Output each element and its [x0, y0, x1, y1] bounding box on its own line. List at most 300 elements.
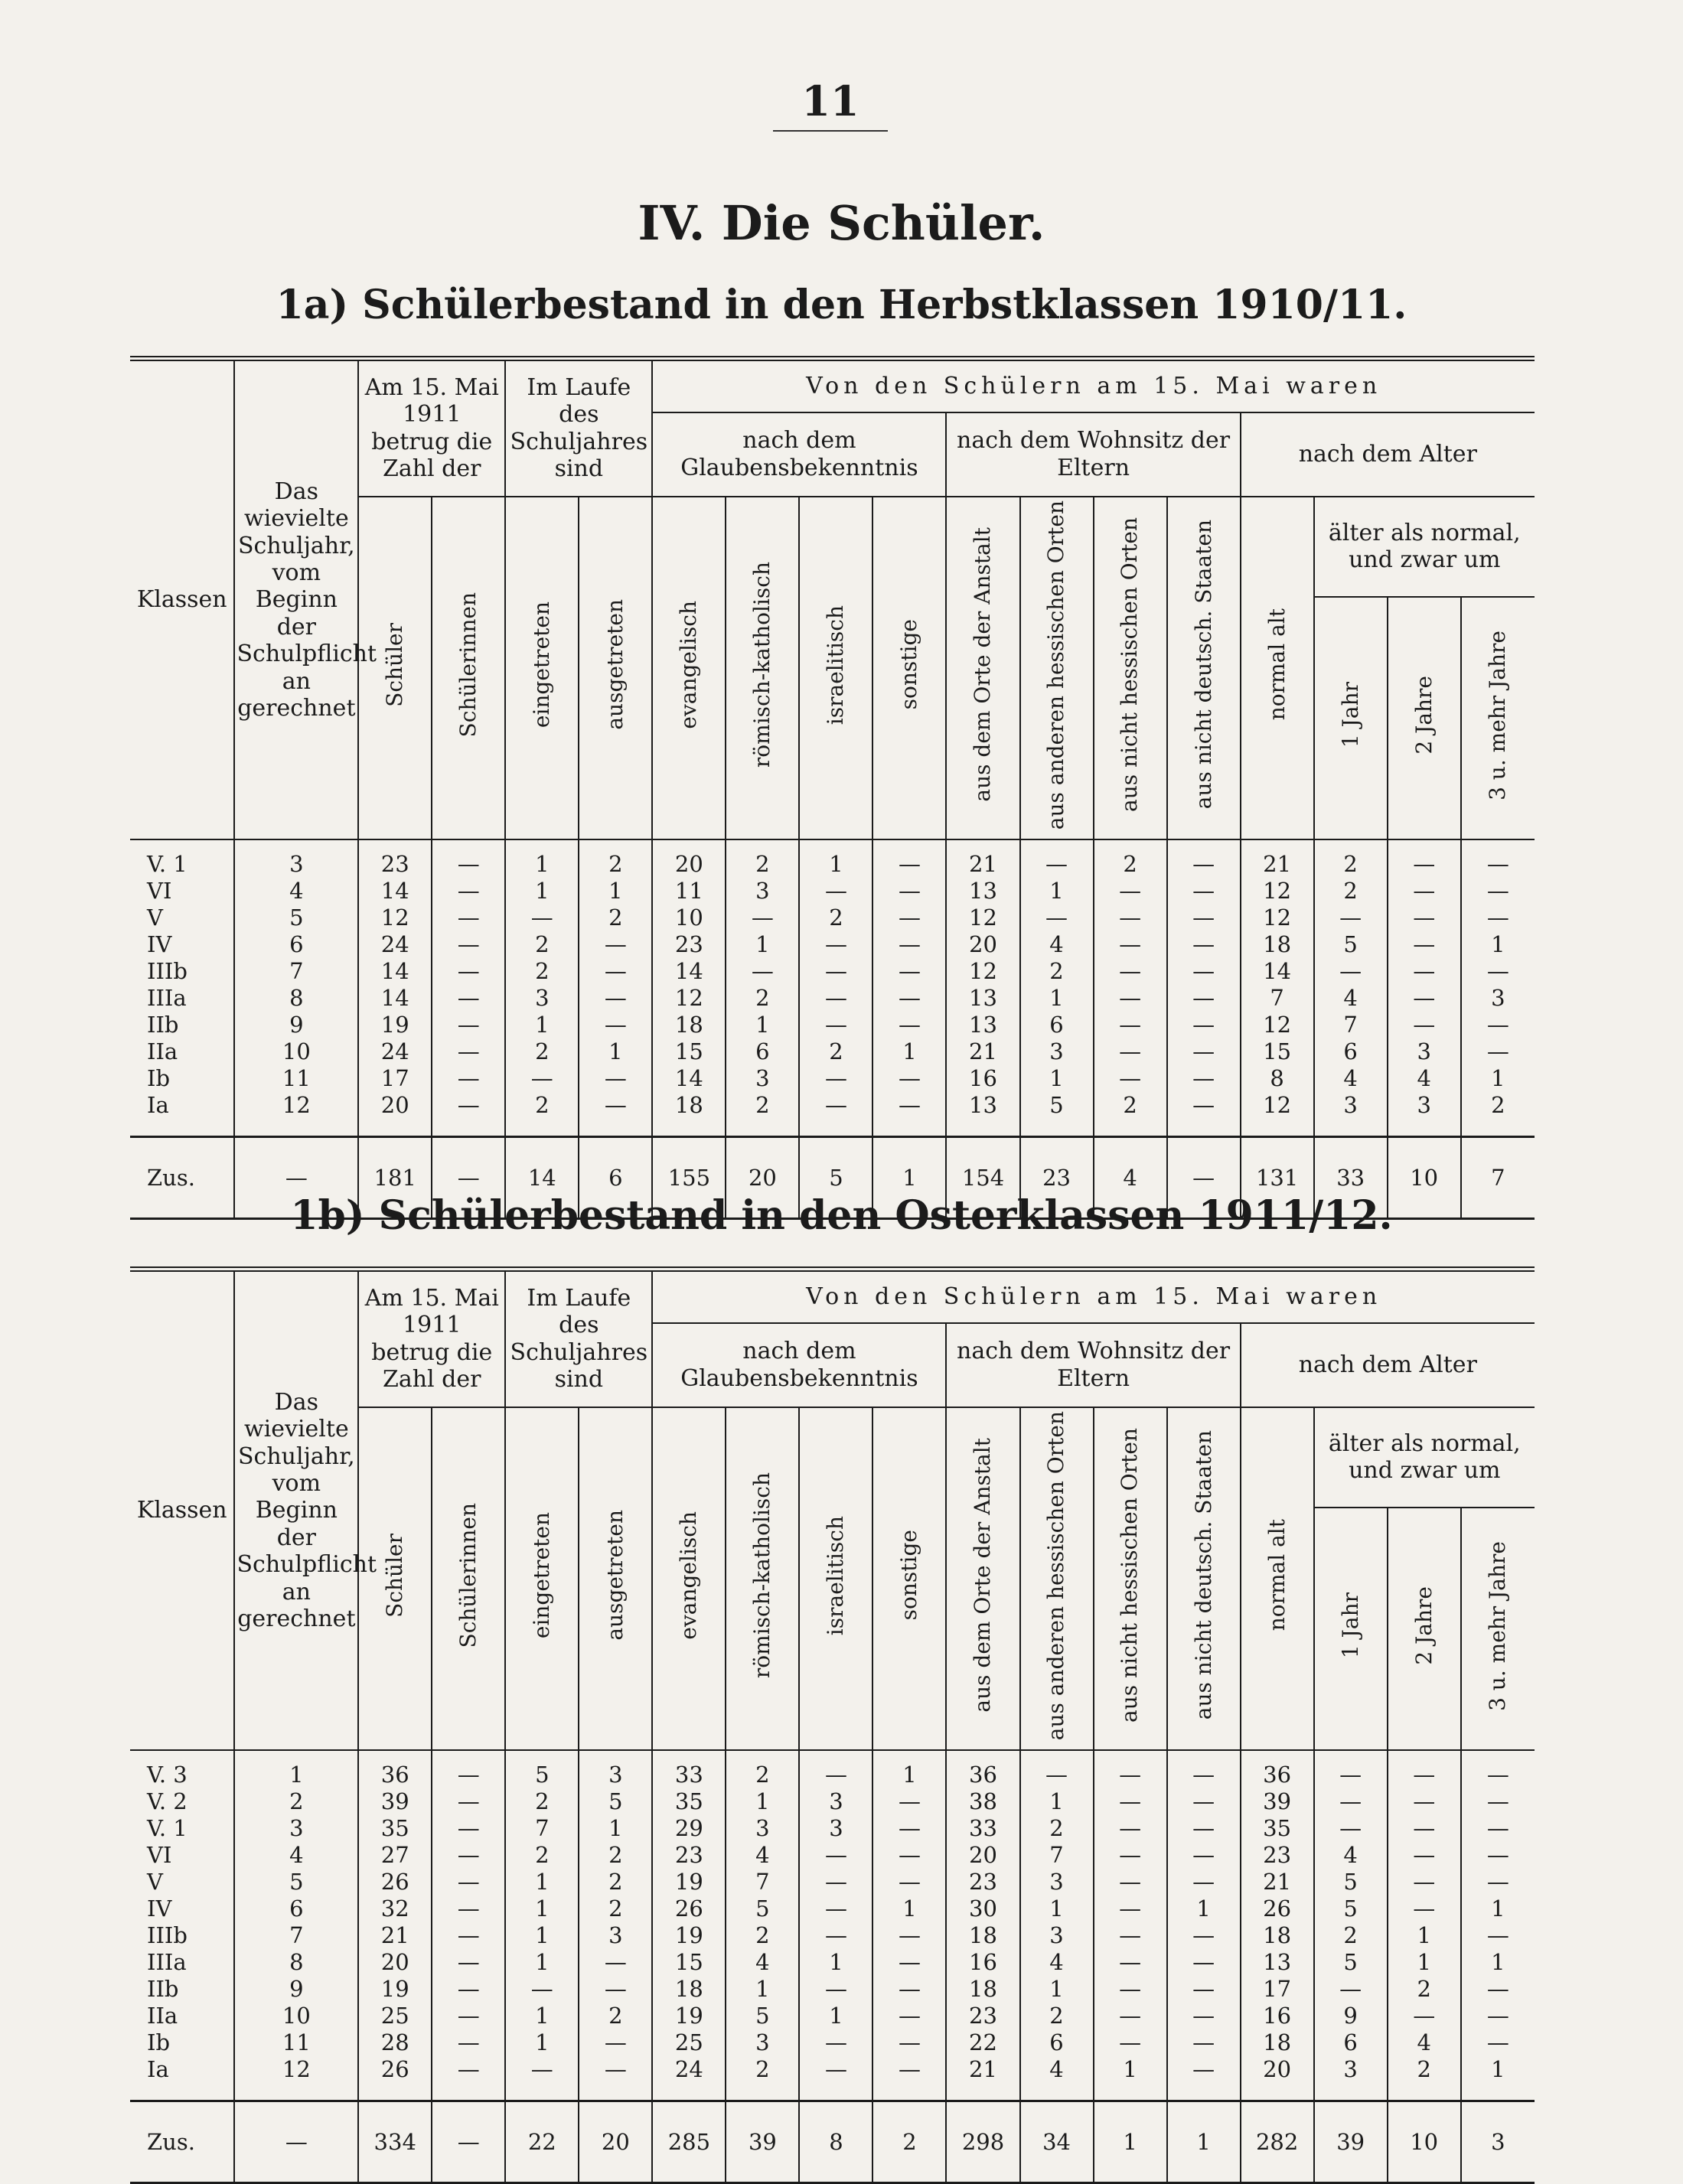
table-cell: 2 — [505, 1092, 579, 1137]
table-cell: 13 — [946, 878, 1019, 905]
table-cell: 1 — [1020, 1896, 1094, 1922]
table-cell: 1 — [1461, 931, 1535, 958]
header-wohnsitz: nach dem Wohnsitz der Eltern — [946, 1323, 1240, 1407]
table-cell: 7 — [726, 1869, 799, 1896]
table-cell: 3 — [1020, 1869, 1094, 1896]
table-cell: 11 — [234, 1065, 358, 1092]
table-cell: 35 — [358, 1815, 432, 1842]
table-cell: 35 — [1241, 1815, 1314, 1842]
sum-cell: 5 — [799, 1137, 872, 1219]
table-cell: 2 — [505, 1788, 579, 1815]
table-cell: — — [1167, 1976, 1241, 2003]
table-cell: — — [872, 1842, 946, 1869]
header-nicht-deutsch: aus nicht deutsch. Staaten — [1190, 520, 1216, 810]
table-cell: 33 — [652, 1750, 726, 1788]
table-cell: 3 — [1020, 1922, 1094, 1949]
table-cell: — — [1314, 905, 1388, 931]
class-label: V — [147, 1869, 163, 1896]
class-label: IIb — [147, 1012, 179, 1038]
table-cell: — — [579, 1949, 652, 1976]
table-cell: — — [1020, 905, 1094, 931]
table-cell: — — [1094, 878, 1167, 905]
table-cell: — — [872, 878, 946, 905]
table-cell: 7 — [234, 1922, 358, 1949]
table-cell: 1 — [1020, 1065, 1094, 1092]
table-cell: — — [1388, 931, 1461, 958]
header-sonstige: sonstige — [896, 1530, 922, 1621]
table-cell: — — [1461, 1976, 1535, 2003]
table-cell: 29 — [652, 1815, 726, 1842]
table-cell: — — [799, 2029, 872, 2056]
table-cell: — — [1461, 1869, 1535, 1896]
table-cell: — — [579, 958, 652, 985]
table-row — [130, 931, 1535, 958]
table-cell: — — [1461, 1815, 1535, 1842]
table-cell: — — [799, 1869, 872, 1896]
table-cell: — — [1461, 839, 1535, 878]
table-cell: 7 — [505, 1815, 579, 1842]
sum-cell: 34 — [1020, 2101, 1094, 2183]
table-row — [130, 1065, 1535, 1092]
table-cell: 1 — [505, 1869, 579, 1896]
table-cell: 25 — [358, 2003, 432, 2029]
table-cell: 35 — [652, 1788, 726, 1815]
table-cell: 12 — [946, 905, 1019, 931]
table-cell: — — [1094, 905, 1167, 931]
table-cell: — — [432, 1815, 505, 1842]
table-cell: — — [1167, 1092, 1241, 1137]
table-cell: 27 — [358, 1842, 432, 1869]
table-cell: — — [432, 2003, 505, 2029]
class-label: IIIa — [147, 1949, 187, 1976]
table-cell: — — [432, 1038, 505, 1065]
table-cell: — — [1461, 1788, 1535, 1815]
table-cell: 10 — [652, 905, 726, 931]
table-cell: 26 — [1241, 1896, 1314, 1922]
table-cell: 3 — [1388, 1038, 1461, 1065]
table-cell: — — [872, 1815, 946, 1842]
table-cell: 18 — [652, 1092, 726, 1137]
sum-label: Zus. — [130, 1137, 234, 1219]
sum-cell: — — [432, 1137, 505, 1219]
table-cell: 12 — [358, 905, 432, 931]
table-cell: 14 — [358, 958, 432, 985]
table-cell: — — [872, 985, 946, 1012]
table-cell: — — [1461, 1750, 1535, 1788]
sum-cell: 2 — [872, 2101, 946, 2183]
table-cell: 21 — [358, 1922, 432, 1949]
header-am-15-mai: Am 15. Mai 1911 betrug die Zahl der — [358, 359, 505, 497]
table-cell: 2 — [1314, 878, 1388, 905]
table-cell: 32 — [358, 1896, 432, 1922]
table-cell: 18 — [946, 1976, 1019, 2003]
header-andere-orte: aus anderen hessischen Orten — [1043, 500, 1069, 830]
table-cell: 15 — [1241, 1038, 1314, 1065]
table-cell: 16 — [946, 1949, 1019, 1976]
table-cell: 2 — [726, 1092, 799, 1137]
table-cell: — — [432, 839, 505, 878]
page-number: 11 — [773, 77, 888, 132]
table-cell: — — [872, 1949, 946, 1976]
table-cell: 10 — [234, 1038, 358, 1065]
header-normal-alt: normal alt — [1264, 1519, 1290, 1631]
table-cell: 2 — [234, 1788, 358, 1815]
table-cell: 5 — [1314, 931, 1388, 958]
table-cell: — — [432, 2056, 505, 2101]
table-cell: 5 — [726, 2003, 799, 2029]
table-cell: 18 — [652, 1012, 726, 1038]
table-cell: 1 — [1094, 2056, 1167, 2101]
table-cell: — — [1094, 1842, 1167, 1869]
table-cell: — — [799, 1976, 872, 2003]
table-cell: 2 — [726, 1750, 799, 1788]
table-cell: — — [1388, 1750, 1461, 1788]
table-cell: — — [799, 1012, 872, 1038]
table-cell: — — [1167, 2003, 1241, 2029]
table-cell: 3 — [799, 1788, 872, 1815]
table-cell: 3 — [234, 839, 358, 878]
sum-label: Zus. — [130, 2101, 234, 2183]
table-cell: — — [1094, 1750, 1167, 1788]
table-cell: — — [1094, 1815, 1167, 1842]
table-row — [130, 905, 1535, 931]
table-cell: — — [1167, 905, 1241, 931]
header-evangelisch: evangelisch — [676, 600, 702, 729]
sum-cell: — — [432, 2101, 505, 2183]
table-cell: — — [1094, 2003, 1167, 2029]
table-cell: — — [432, 1976, 505, 2003]
table-cell: — — [872, 2003, 946, 2029]
table-cell: 1 — [1461, 1065, 1535, 1092]
table-cell: — — [1314, 1750, 1388, 1788]
sum-cell: — — [234, 2101, 358, 2183]
table-cell: — — [872, 2029, 946, 2056]
table-row — [130, 2029, 1535, 2056]
table-cell: 17 — [358, 1065, 432, 1092]
table-cell: — — [1167, 1788, 1241, 1815]
table-cell: 3 — [505, 985, 579, 1012]
table-cell: 2 — [1388, 1976, 1461, 2003]
table-cell: — — [1167, 1750, 1241, 1788]
table-cell: — — [505, 1976, 579, 2003]
table-cell: 14 — [652, 1065, 726, 1092]
table-cell: 14 — [358, 878, 432, 905]
table-cell: 3 — [799, 1815, 872, 1842]
table-cell: 36 — [358, 1750, 432, 1788]
table-cell: — — [1388, 985, 1461, 1012]
table-cell: — — [1094, 958, 1167, 985]
table-cell: 21 — [946, 839, 1019, 878]
table-cell: 3 — [1314, 2056, 1388, 2101]
table-cell: 3 — [726, 1065, 799, 1092]
table-cell: — — [1167, 1922, 1241, 1949]
table-cell: — — [1094, 1788, 1167, 1815]
table-cell: — — [799, 1922, 872, 1949]
table-cell: 1 — [726, 1976, 799, 2003]
class-label: IIIb — [147, 958, 188, 985]
header-normal-alt: normal alt — [1264, 608, 1290, 721]
header-ausgetreten: ausgetreten — [602, 599, 628, 730]
table-cell: 3 — [579, 1750, 652, 1788]
table-cell: 2 — [1461, 1092, 1535, 1137]
class-label: IV — [147, 931, 172, 958]
table-cell: — — [1461, 2029, 1535, 2056]
table-cell: — — [1314, 1815, 1388, 1842]
table-cell: 1 — [1020, 1976, 1094, 2003]
table-row — [130, 958, 1535, 985]
table-cell: 20 — [1241, 2056, 1314, 2101]
table-cell: 20 — [946, 1842, 1019, 1869]
table-cell: 23 — [358, 839, 432, 878]
table-cell: — — [1461, 1038, 1535, 1065]
table-cell: 1 — [1167, 1896, 1241, 1922]
table-cell: — — [1461, 2003, 1535, 2029]
header-schuelerinnen: Schülerinnen — [455, 1502, 481, 1648]
sum-cell: 20 — [579, 2101, 652, 2183]
table-cell: 14 — [358, 985, 432, 1012]
class-label: V. 1 — [147, 851, 188, 878]
sum-cell: 7 — [1461, 1137, 1535, 1219]
table-cell: 18 — [1241, 1922, 1314, 1949]
header-ort-anstalt: aus dem Orte der Anstalt — [970, 1438, 996, 1713]
table-cell: 1 — [1461, 1949, 1535, 1976]
table-cell: 2 — [799, 905, 872, 931]
table-cell: — — [432, 2029, 505, 2056]
table-cell: 21 — [946, 1038, 1019, 1065]
table-cell: 15 — [652, 1038, 726, 1065]
header-israelitisch: israelitisch — [823, 1515, 849, 1635]
table-cell: — — [1094, 1869, 1167, 1896]
table-cell: — — [1094, 985, 1167, 1012]
table-cell: — — [799, 1092, 872, 1137]
table-cell: 22 — [946, 2029, 1019, 2056]
table-cell: 12 — [1241, 905, 1314, 931]
table-cell: 26 — [358, 1869, 432, 1896]
table-cell: — — [872, 958, 946, 985]
table-cell: 11 — [234, 2029, 358, 2056]
table-cell: — — [579, 1012, 652, 1038]
table-cell: 11 — [652, 878, 726, 905]
table-cell: — — [1167, 958, 1241, 985]
table-cell: 14 — [1241, 958, 1314, 985]
table-cell: 6 — [1314, 2029, 1388, 2056]
table-cell: — — [1388, 1896, 1461, 1922]
table-cell: — — [432, 1788, 505, 1815]
sum-cell: 1 — [1094, 2101, 1167, 2183]
header-schuljahr: Das wievielte Schuljahr, vom Beginn der Schulpflicht an gerechnet — [234, 1270, 358, 1751]
class-label: Ib — [147, 1065, 171, 1092]
table-cell: 3 — [1461, 985, 1535, 1012]
table-cell: 12 — [1241, 878, 1314, 905]
sum-cell: 155 — [652, 1137, 726, 1219]
table-cell: — — [1388, 878, 1461, 905]
table-cell: — — [1094, 1896, 1167, 1922]
table-cell: 13 — [946, 1092, 1019, 1137]
table-cell: 6 — [234, 931, 358, 958]
table-cell: 4 — [726, 1842, 799, 1869]
table-cell: — — [1167, 2056, 1241, 2101]
table-cell: — — [1167, 1065, 1241, 1092]
table-cell: — — [872, 1012, 946, 1038]
table-cell: 2 — [505, 958, 579, 985]
table-cell: 30 — [946, 1896, 1019, 1922]
table-cell: 5 — [1020, 1092, 1094, 1137]
table-cell: — — [1167, 1869, 1241, 1896]
header-glaube: nach dem Glaubensbekenntnis — [652, 412, 946, 497]
sum-cell: 334 — [358, 2101, 432, 2183]
table-cell: 1 — [579, 1815, 652, 1842]
table-cell: 4 — [1314, 985, 1388, 1012]
table-cell: 12 — [946, 958, 1019, 985]
table-cell: 1 — [799, 1949, 872, 1976]
table-row — [130, 1869, 1535, 1896]
table-cell: — — [432, 1012, 505, 1038]
header-3-jahre: 3 u. mehr Jahre — [1485, 1540, 1511, 1711]
table-cell: 2 — [505, 1038, 579, 1065]
table-cell: 24 — [358, 1038, 432, 1065]
header-ausgetreten: ausgetreten — [602, 1510, 628, 1641]
sum-cell: 131 — [1241, 1137, 1314, 1219]
table-cell: 17 — [1241, 1976, 1314, 2003]
table-cell: — — [432, 958, 505, 985]
table-cell: — — [872, 1869, 946, 1896]
table-cell: 5 — [234, 905, 358, 931]
table-cell: 1 — [505, 1922, 579, 1949]
table-cell: — — [1167, 1842, 1241, 1869]
table-cell: — — [1461, 878, 1535, 905]
table-cell: — — [799, 1842, 872, 1869]
table-cell: — — [579, 1976, 652, 2003]
header-von-den-schuelern: Von den Schülern am 15. Mai waren — [652, 1270, 1535, 1323]
table-cell: 14 — [652, 958, 726, 985]
sum-cell: 282 — [1241, 2101, 1314, 2183]
table-cell: 2 — [1314, 839, 1388, 878]
table-cell: 2 — [726, 985, 799, 1012]
sum-cell: 14 — [505, 1137, 579, 1219]
table-cell: 4 — [1314, 1842, 1388, 1869]
table-cell: 1 — [799, 2003, 872, 2029]
class-label: IIa — [147, 2003, 178, 2029]
header-alter: nach dem Alter — [1241, 412, 1535, 497]
table-row — [130, 878, 1535, 905]
table-cell: 8 — [234, 985, 358, 1012]
table-cell: — — [1167, 985, 1241, 1012]
sum-cell: 4 — [1094, 1137, 1167, 1219]
header-alter: nach dem Alter — [1241, 1323, 1535, 1407]
class-label: V — [147, 905, 163, 931]
table-cell: 5 — [1314, 1949, 1388, 1976]
table-cell: — — [1167, 839, 1241, 878]
sum-cell: 6 — [579, 1137, 652, 1219]
table-cell: 8 — [1241, 1065, 1314, 1092]
table-cell: 3 — [1020, 1038, 1094, 1065]
table-cell: 2 — [799, 1038, 872, 1065]
table-row — [130, 1012, 1535, 1038]
table-cell: 5 — [505, 1750, 579, 1788]
table-cell: — — [505, 2056, 579, 2101]
table-cell: 1 — [505, 2003, 579, 2029]
table-cell: 1 — [505, 839, 579, 878]
table-cell: 13 — [1241, 1949, 1314, 1976]
table-cell: 1 — [872, 1896, 946, 1922]
table-cell: 1 — [726, 1012, 799, 1038]
table-row — [130, 1750, 1535, 1788]
table-cell: 7 — [234, 958, 358, 985]
table-cell: 19 — [652, 1922, 726, 1949]
table-cell: 33 — [946, 1815, 1019, 1842]
header-klassen: Klassen — [130, 1270, 234, 1751]
table-cell: — — [432, 1092, 505, 1137]
header-wohnsitz: nach dem Wohnsitz der Eltern — [946, 412, 1240, 497]
table-cell: 20 — [358, 1092, 432, 1137]
table-cell: — — [1388, 1788, 1461, 1815]
header-2-jahre: 2 Jahre — [1411, 1586, 1437, 1665]
header-eingetreten: eingetreten — [529, 1512, 555, 1639]
table-cell: 2 — [505, 931, 579, 958]
table-cell: 2 — [1020, 2003, 1094, 2029]
table-cell: 1 — [872, 1038, 946, 1065]
table-cell: 1 — [1461, 1896, 1535, 1922]
header-schueler: Schüler — [382, 622, 408, 707]
table-cell: — — [432, 1949, 505, 1976]
table-cell: 20 — [652, 839, 726, 878]
sum-cell: 154 — [946, 1137, 1019, 1219]
table-cell: — — [432, 1922, 505, 1949]
table-cell: — — [872, 905, 946, 931]
header-schuelerinnen: Schülerinnen — [455, 592, 481, 738]
table-cell: 23 — [946, 1869, 1019, 1896]
table-cell: — — [799, 2056, 872, 2101]
table-cell: 1 — [1388, 1922, 1461, 1949]
table-cell: — — [1094, 2029, 1167, 2056]
class-label: V. 1 — [147, 1815, 188, 1842]
sum-cell: 22 — [505, 2101, 579, 2183]
class-label: VI — [147, 878, 172, 905]
table-cell: 6 — [726, 1038, 799, 1065]
table-cell: 10 — [234, 2003, 358, 2029]
table-cell: 4 — [1314, 1065, 1388, 1092]
table-cell: — — [1167, 1815, 1241, 1842]
table-cell: — — [1461, 1012, 1535, 1038]
table-cell: 19 — [358, 1012, 432, 1038]
header-aelter: älter als normal, und zwar um — [1314, 497, 1535, 598]
table-cell: 3 — [726, 1815, 799, 1842]
table-row — [130, 1896, 1535, 1922]
table-cell: 6 — [234, 1896, 358, 1922]
table-cell: 1 — [505, 878, 579, 905]
table-cell: 16 — [1241, 2003, 1314, 2029]
class-label: IV — [147, 1896, 172, 1922]
sum-cell: — — [234, 1137, 358, 1219]
header-am-15-mai: Am 15. Mai 1911 betrug die Zahl der — [358, 1270, 505, 1407]
table-cell: 18 — [946, 1922, 1019, 1949]
table-cell: — — [872, 1092, 946, 1137]
header-evangelisch: evangelisch — [676, 1511, 702, 1640]
table-cell: 36 — [946, 1750, 1019, 1788]
table-cell: — — [432, 878, 505, 905]
class-label: IIb — [147, 1976, 179, 2003]
table-cell: 3 — [1314, 1092, 1388, 1137]
table-cell: 5 — [1314, 1869, 1388, 1896]
table-row — [130, 1815, 1535, 1842]
table-cell: 21 — [1241, 839, 1314, 878]
table-cell: 9 — [234, 1012, 358, 1038]
header-1-jahr: 1 Jahr — [1337, 1592, 1363, 1659]
table-row — [130, 2003, 1535, 2029]
table-cell: 1 — [505, 1896, 579, 1922]
table-cell: — — [1388, 1842, 1461, 1869]
table-cell: 12 — [1241, 1012, 1314, 1038]
